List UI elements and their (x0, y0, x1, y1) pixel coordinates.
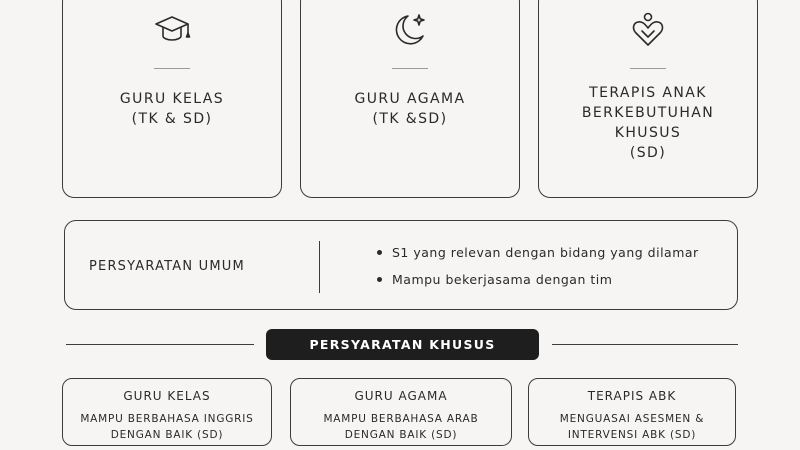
moon-star-icon (390, 9, 430, 49)
general-requirements-list (377, 239, 699, 293)
card-title: GURU KELAS (TK & SD) (119, 91, 225, 127)
list-item-text: Mampu bekerjasama dengan tim (392, 272, 613, 287)
special-requirement-card (62, 378, 272, 446)
section-line-right (552, 344, 738, 345)
card-divider (392, 68, 428, 69)
special-requirement-title: TERAPIS ABK (587, 389, 677, 403)
special-requirement-card (290, 378, 512, 446)
position-card-terapis (538, 0, 758, 198)
special-requirement-desc: MENGUASAI ASESMEN & INTERVENSI ABK (SD) (559, 413, 705, 441)
graduation-cap-icon (152, 9, 192, 49)
special-requirement-desc: MAMPU BERBAHASA ARAB DENGAN BAIK (SD) (323, 413, 479, 441)
position-card-guru-kelas (62, 0, 282, 198)
bullet-icon (377, 277, 382, 282)
vertical-divider (319, 241, 320, 293)
list-item (377, 266, 699, 293)
heart-care-icon (628, 9, 668, 49)
general-requirements-box (64, 220, 738, 310)
special-requirement-title: GURU KELAS (123, 389, 211, 403)
special-requirement-desc: MAMPU BERBAHASA INGGRIS DENGAN BAIK (SD) (80, 413, 254, 441)
card-title: TERAPIS ANAK BERKEBUTUHAN KHUSUS (SD) (581, 85, 715, 161)
position-card-guru-agama (300, 0, 520, 198)
section-line-left (66, 344, 254, 345)
card-title: GURU AGAMA (TK &SD) (354, 91, 466, 127)
special-requirement-title: GURU AGAMA (354, 389, 448, 403)
special-requirements-heading: PERSYARATAN KHUSUS (266, 329, 539, 360)
list-item-text: S1 yang relevan dengan bidang yang dilamar (392, 245, 699, 260)
general-requirements-label: PERSYARATAN UMUM (89, 259, 245, 274)
bullet-icon (377, 250, 382, 255)
card-divider (630, 68, 666, 69)
card-divider (154, 68, 190, 69)
list-item (377, 239, 699, 266)
special-requirement-card (528, 378, 736, 446)
